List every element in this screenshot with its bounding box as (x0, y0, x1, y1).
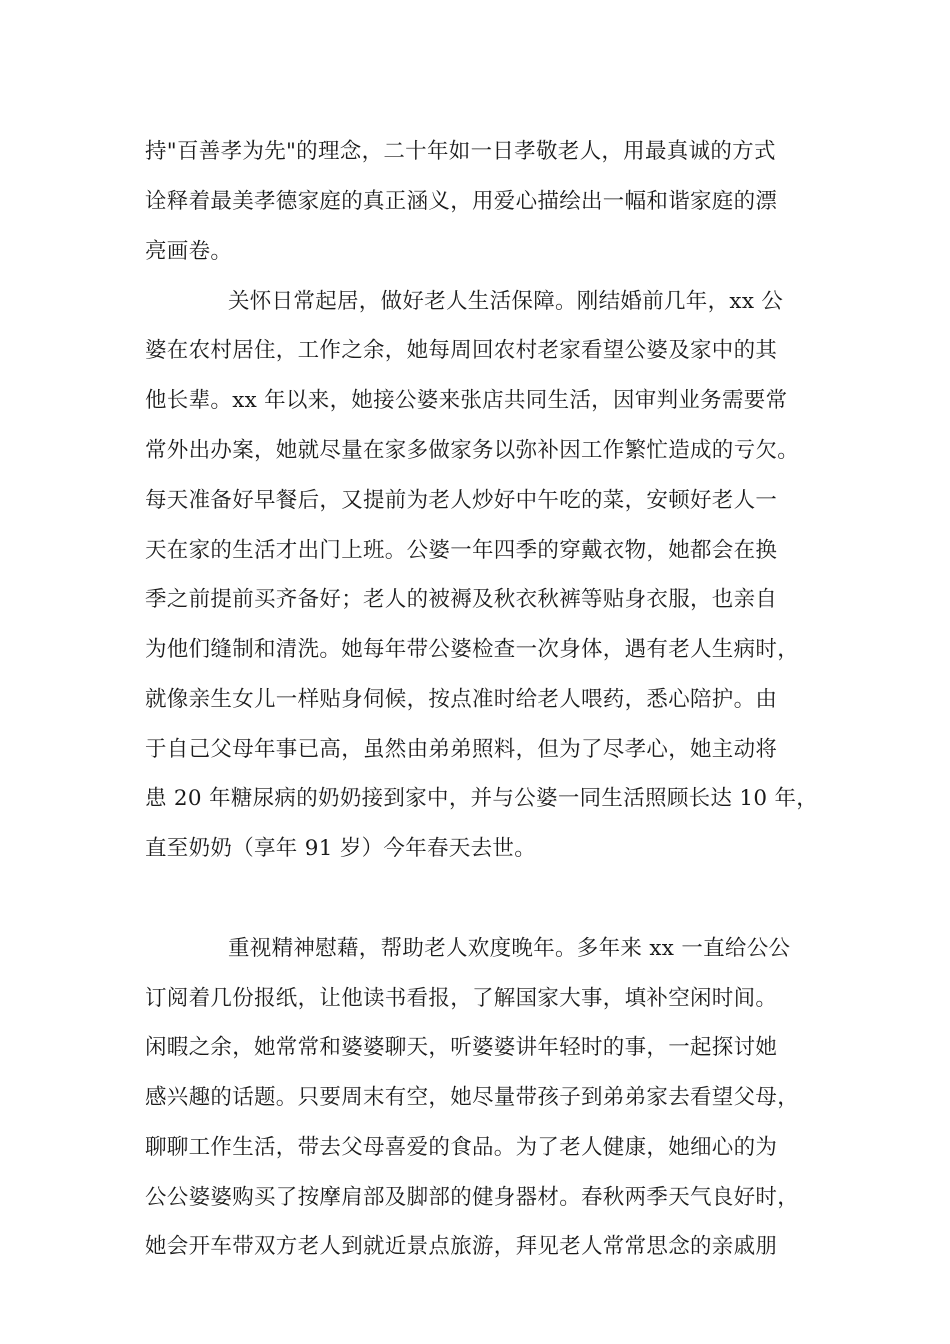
text-line: 天在家的生活才出门上班。公婆一年四季的穿戴衣物，她都会在换 (145, 538, 778, 563)
text-line: 感兴趣的话题。只要周末有空，她尽量带孩子到弟弟家去看望父母， (145, 1085, 800, 1110)
text-line: 常外出办案，她就尽量在家多做家务以弥补因工作繁忙造成的亏欠。 (145, 438, 800, 463)
text-line: 患 20 年糖尿病的奶奶接到家中，并与公婆一同生活照顾长达 10 年， (145, 786, 819, 811)
text-line: 持"百善孝为先"的理念，二十年如一日孝敬老人，用最真诚的方式 (145, 139, 776, 164)
text-line: 为他们缝制和清洗。她每年带公婆检查一次身体，遇有老人生病时， (145, 637, 800, 662)
text-line: 直至奶奶（享年 91 岁）今年春天去世。 (145, 836, 537, 861)
text-line: 亮画卷。 (145, 239, 233, 264)
text-line: 订阅着几份报纸，让他读书看报，了解国家大事，填补空闲时间。 (145, 986, 778, 1011)
text-line: 季之前提前买齐备好；老人的被褥及秋衣秋裤等贴身衣服，也亲自 (145, 587, 778, 612)
text-line: 她会开车带双方老人到就近景点旅游，拜见老人常常思念的亲戚朋 (145, 1234, 778, 1259)
text-line: 每天准备好早餐后，又提前为老人炒好中午吃的菜，安顿好老人一 (145, 488, 778, 513)
text-line: 他长辈。xx 年以来，她接公婆来张店共同生活，因审判业务需要常 (145, 388, 788, 413)
text-line: 关怀日常起居，做好老人生活保障。刚结婚前几年，xx 公 (228, 289, 784, 314)
text-line: 就像亲生女儿一样贴身伺候，按点准时给老人喂药，悉心陪护。由 (145, 687, 778, 712)
text-line: 诠释着最美孝德家庭的真正涵义，用爱心描绘出一幅和谐家庭的漂 (145, 189, 778, 214)
text-line: 公公婆婆购买了按摩肩部及脚部的健身器材。春秋两季天气良好时， (145, 1185, 800, 1210)
text-line: 聊聊工作生活，带去父母喜爱的食品。为了老人健康，她细心的为 (145, 1135, 778, 1160)
text-line: 婆在农村居住，工作之余，她每周回农村老家看望公婆及家中的其 (145, 338, 778, 363)
text-line: 重视精神慰藉，帮助老人欢度晚年。多年来 xx 一直给公公 (228, 936, 791, 961)
text-line (145, 879, 825, 919)
text-line: 于自己父母年事已高，虽然由弟弟照料，但为了尽孝心，她主动将 (145, 737, 778, 762)
text-line: 闲暇之余，她常常和婆婆聊天，听婆婆讲年轻时的事，一起探讨她 (145, 1035, 778, 1060)
